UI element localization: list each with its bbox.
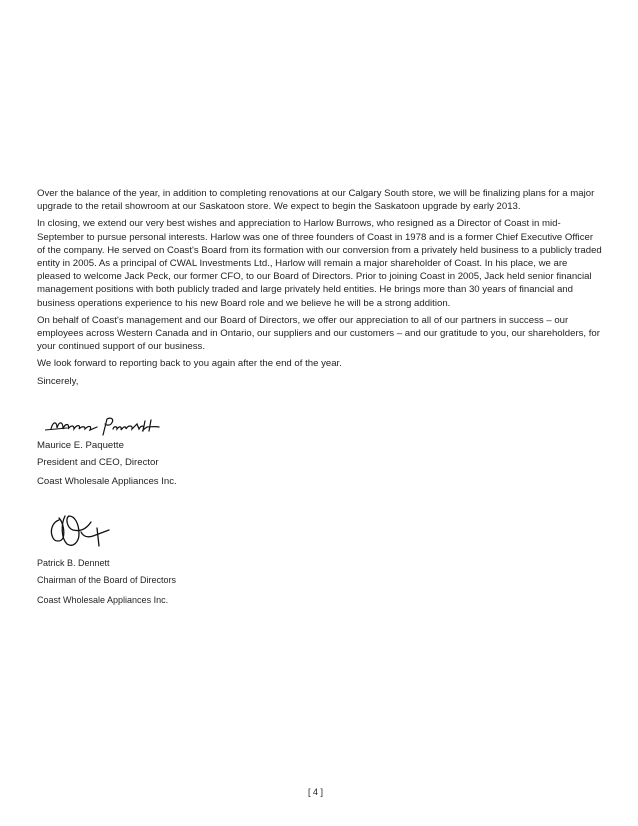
signature-block-chairman [37, 508, 176, 607]
closing: Sincerely, [37, 375, 79, 387]
letter-body [37, 187, 603, 392]
signatory-company: Coast Wholesale Appliances Inc. [37, 595, 169, 605]
signatory-name: Maurice E. Paquette [37, 440, 124, 451]
paragraph: Over the balance of the year, in addition to completing renovations at our Calgary South store, we will be finalizing plans for a major upgrade to the retail showroom at our Saskatoon store. We expect to begin the Saskatoon upgrade by early 2013. [37, 188, 595, 213]
handwritten-signature-dennett [37, 508, 127, 553]
paragraph: On behalf of Coast's management and our Board of Directors, we offer our appreciation to all of our partners in success – our employees across Western Canada and in Ontario, our suppliers and our customers – and our gratitude to you, our shareholders, for your continued support of our business. [37, 314, 600, 353]
signature-block-ceo [37, 415, 177, 488]
paragraph: In closing, we extend our very best wishes and appreciation to Harlow Burrows, who resigned as a Director of Coast in mid-September to pursue personal interests. Harlow was one of three founders of Coast in 1978 and is a former Chief Executive Officer of the company. He served on Coast's Board from its formation with our conversion from a privately held business to a publicly traded entity in 2005. As a principal of CWAL Investments Ltd., Harlow will remain a major shareholder of Coast. In his place, we are pleased to welcome Jack Peck, our former CFO, to our Board of Directors. Prior to joining Coast in 2005, Jack held senior financial management positions with both publicly traded and large privately held entities. He brings more than 30 years of financial and business operations experience to his new Board role and we believe he will be a strong addition. [37, 218, 602, 309]
signatory-name: Patrick B. Dennett [37, 558, 110, 568]
signatory-title: Chairman of the Board of Directors [37, 575, 177, 585]
page-number: [ 4 ] [308, 787, 324, 797]
signatory-company: Coast Wholesale Appliances Inc. [37, 476, 177, 487]
handwritten-signature-paquette [37, 415, 177, 439]
paragraph: We look forward to reporting back to you again after the end of the year. [37, 358, 342, 370]
signatory-title: President and CEO, Director [37, 457, 159, 468]
